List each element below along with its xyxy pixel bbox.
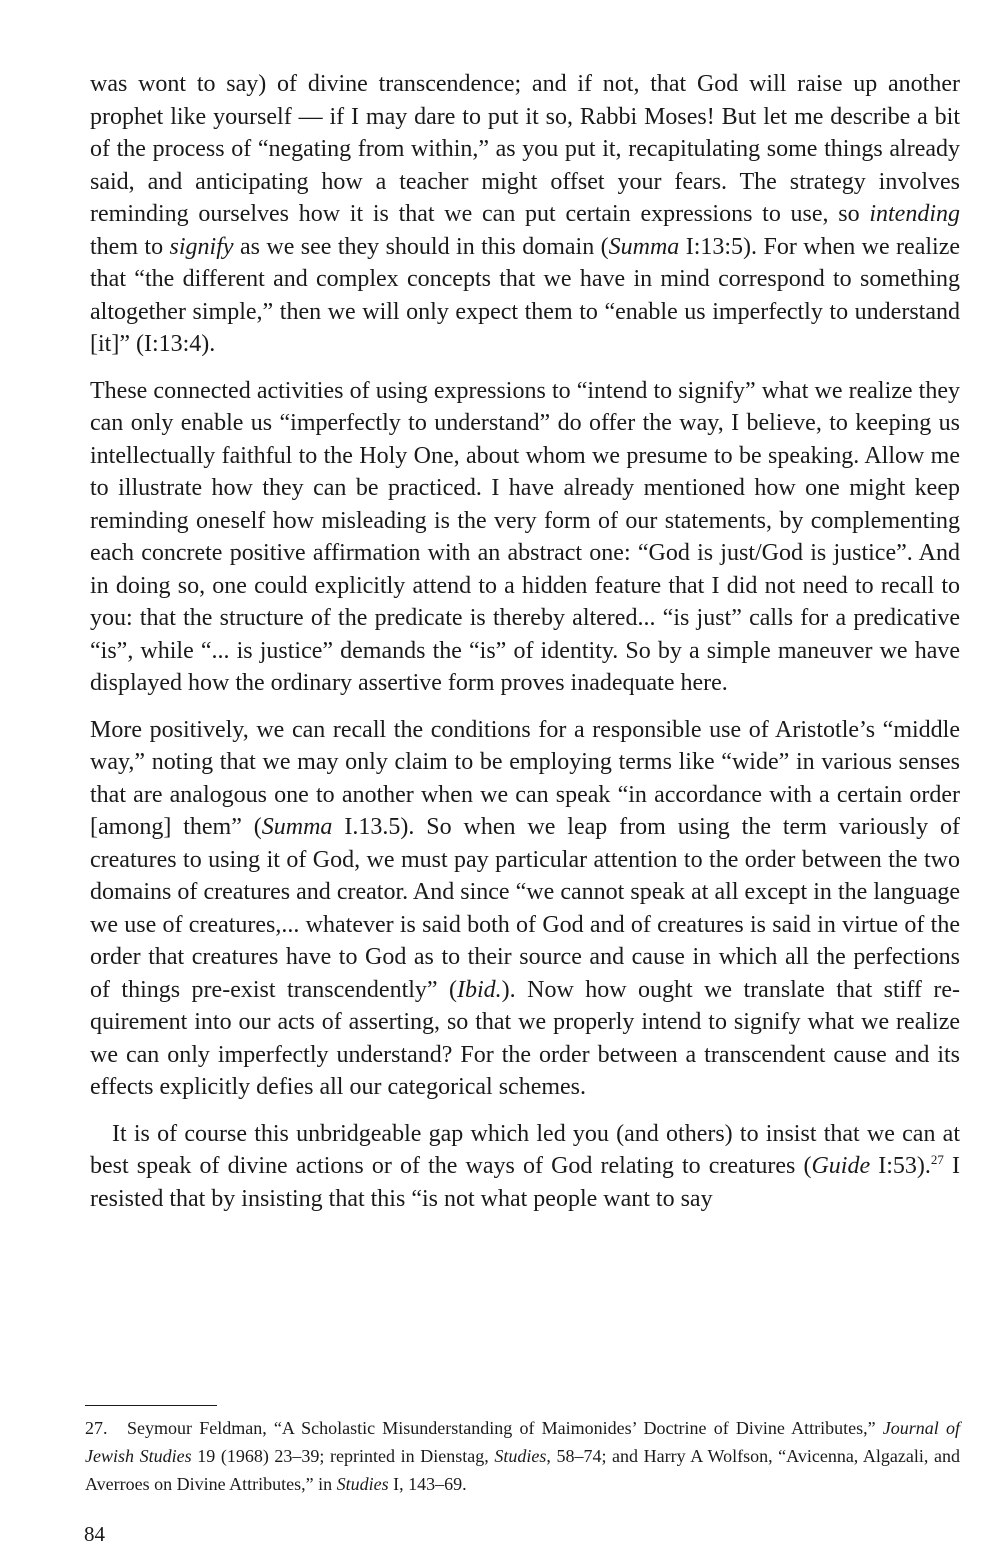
- text-run: I, 143–69.: [388, 1474, 467, 1494]
- text-run: I:53).: [870, 1153, 931, 1179]
- footnote-text: [85, 1418, 960, 1494]
- italic-term: Summa: [608, 233, 680, 260]
- text-run: More positively, we can recall the conditions for a responsible use of Aristotle’s “middle way,” noting that we may only claim to be employing terms like “wide” in various senses that are analogous one to another when we can speak “in accordance with a certain order [among] them” (: [90, 716, 960, 840]
- italic-term: Summa: [261, 814, 333, 840]
- body-text: [90, 68, 960, 1215]
- footnote-ref: 27: [930, 1152, 944, 1167]
- italic-term: Studies: [494, 1446, 547, 1466]
- footnote-number: 27.: [85, 1418, 108, 1438]
- italic-term: intending: [869, 201, 960, 227]
- footnote-27: [85, 1414, 960, 1498]
- text-run: as we see they should in this domain (: [233, 233, 609, 260]
- text-run: , 58–74; and Harry A Wolfson, “Avicenna, Algazali, and Averroes on Divine Attributes,” in: [85, 1446, 960, 1494]
- text-run: 19 (1968) 23–39; reprinted in Dienstag,: [191, 1446, 495, 1466]
- text-run: I:13:5). For when we realize that “the different and complex concepts that we have in mind correspond to something altogether simple,” then we will only expect them to “enable us imperfectly to understand [it]” (I:13:4).: [90, 233, 960, 357]
- text-run: ). Now how ought we translate that stiff requirement into our acts of asserting, so that we properly intend to signify what we realize we can only imperfectly understand? For the order between a transcendent cause and its effects explicitly defies all our categorical schemes.: [90, 976, 960, 1100]
- text-run: I resisted that by insisting that this “is not what people want to say: [90, 1153, 961, 1212]
- paragraph-2: [90, 375, 960, 700]
- footnote-rule: [85, 1405, 217, 1406]
- italic-term: Journal of Jewish Studies: [85, 1418, 960, 1466]
- text-run: It is of course this unbridgeable gap which led you (and others) to insist that we can at best speak of divine actions or of the ways of God relating to creatures (: [90, 1120, 960, 1179]
- text-run: was wont to say) of divine transcendence; and if not, that God will raise up another prophet like yourself — if I may dare to put it so, Rabbi Moses! But let me describe a bit of the process of “negating from within,” as you put it, recapitulating some things already said, and anticipating how a teacher might offset your fears. The strategy involves reminding ourselves how it is that we can put certain expressions to use, so: [90, 71, 960, 227]
- italic-term: Studies: [336, 1474, 389, 1494]
- text-run: Seymour Feldman, “A Scholastic Misunderstanding of Maimonides’ Doctrine of Divine Attributes,”: [127, 1418, 883, 1438]
- paragraph-3: [90, 714, 960, 1104]
- paragraph-4: [90, 1118, 960, 1216]
- text-run: These connected activities of using expressions to “intend to signify” what we realize they can only enable us “imperfectly to understand” do offer the way, I believe, to keeping us intellectually faithful to the Holy One, about whom we presume to be speaking. Allow me to illustrate how they can be practiced. I have already mentioned how one might keep reminding oneself how misleading is the very form of our statements, by complementing each concrete positive affirmation with an abstract one: “God is just/God is justice”. And in doing so, one could explicitly attend to a hidden feature that I did not need to recall to you: that the structure of the predicate is thereby altered... “is just” calls for a predicative “is”, while “... is justice” demands the “is” of identity. So by a simple maneuver we have displayed how the ordinary assertive form proves inadequate here.: [90, 377, 960, 696]
- italic-term: Ibid.: [457, 976, 502, 1003]
- italic-term: signify: [169, 233, 234, 260]
- text-run: them to: [90, 233, 170, 260]
- paragraph-1: [90, 68, 960, 361]
- page-number: 84: [84, 1522, 105, 1546]
- text-run: I.13.5). So when we leap from using the term variously of creatures to using it of God, we must pay particular attention to the order between the two domains of creatures and creator. And since “we cannot speak at all except in the language we use of creatures,... whatever is said both of God and of creatures is said in virtue of the order that creatures have to God as to their source and cause in which all the perfections of things pre-exist transcendently” (: [90, 814, 961, 1003]
- italic-term: Guide: [811, 1153, 871, 1179]
